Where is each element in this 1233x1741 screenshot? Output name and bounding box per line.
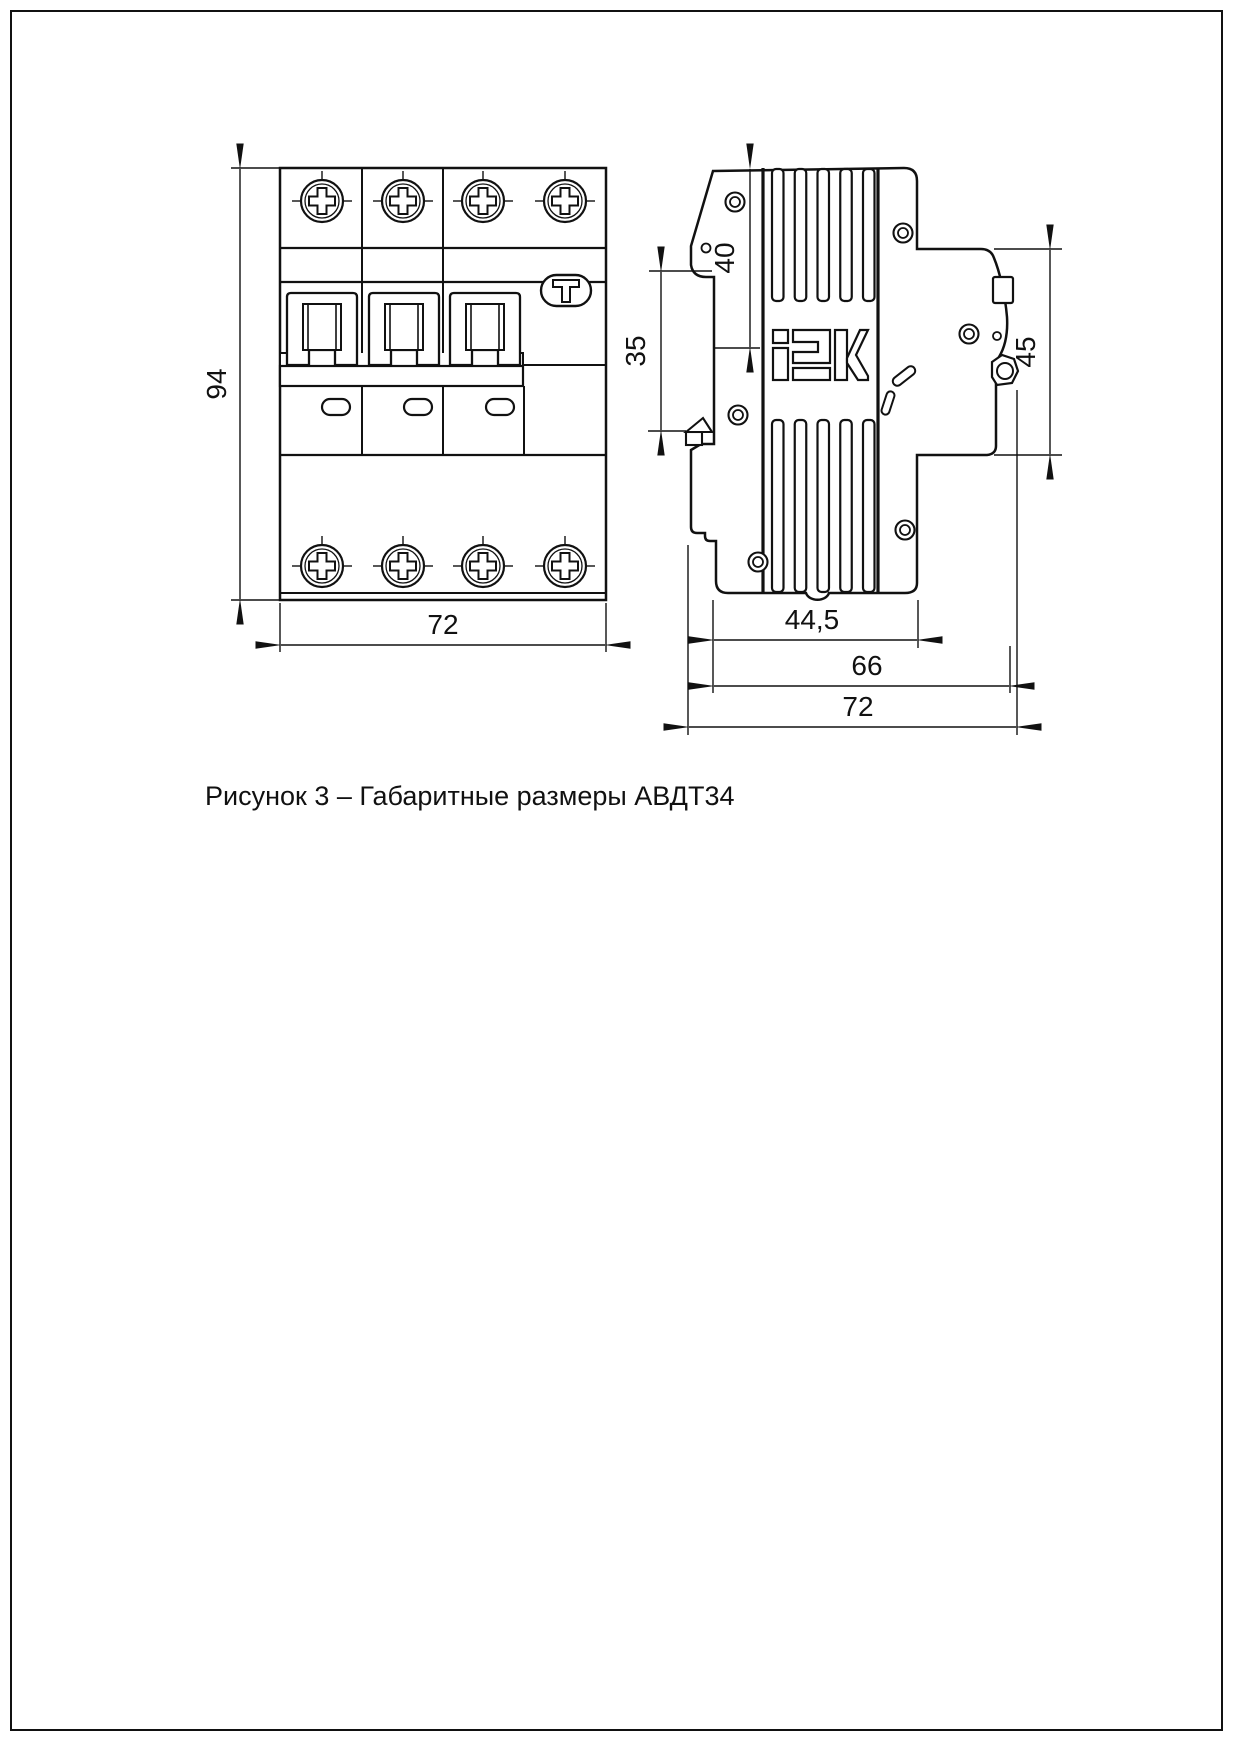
dim-label-35: 35 [620, 335, 651, 367]
rivet-icon [960, 325, 979, 344]
rivet-icon [896, 521, 915, 540]
side-view [620, 168, 1062, 735]
dimension-35 [620, 271, 712, 431]
dimension-width-72 [280, 603, 606, 652]
dim-label-66: 66 [851, 650, 883, 681]
dim-label-40: 40 [709, 242, 740, 274]
rivet-icon [894, 224, 913, 243]
dim-label-94: 94 [201, 368, 232, 400]
test-button-side [993, 277, 1013, 303]
dimension-44-5 [713, 600, 918, 693]
dimension-66 [714, 646, 1010, 693]
din-rail-claw [686, 418, 712, 445]
figure-caption: Рисунок 3 – Габаритные размеры АВДТ34 [205, 781, 735, 811]
dim-label-45: 45 [1010, 336, 1041, 368]
pin-hole [993, 332, 1001, 340]
dimension-height-94 [201, 168, 279, 600]
rivet-icon [729, 406, 748, 425]
front-view [201, 168, 606, 652]
dim-label-72-front: 72 [427, 609, 459, 640]
test-button [541, 275, 591, 306]
dim-label-44-5: 44,5 [784, 604, 840, 635]
rivet-icon [726, 193, 745, 212]
rivet-icon [749, 553, 768, 572]
dim-label-72-side: 72 [842, 691, 874, 722]
